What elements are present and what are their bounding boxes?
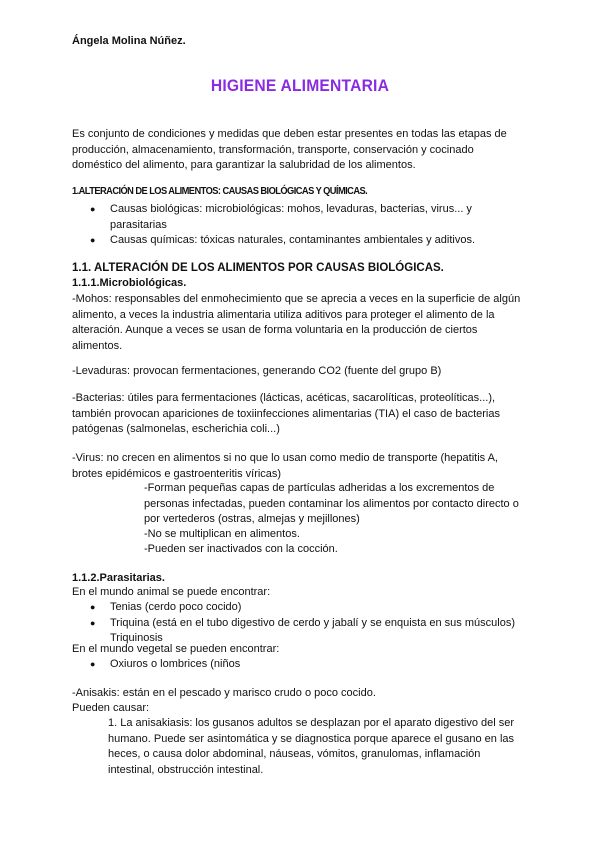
levaduras-paragraph: -Levaduras: provocan fermentaciones, generando CO2 (fuente del grupo B)	[72, 365, 442, 377]
document-title: HIGIENE ALIMENTARIA	[210, 76, 390, 95]
vegetal-list	[88, 657, 508, 673]
intro-paragraph: Es conjunto de condiciones y medidas que deben estar presentes en todas las etapas de producción, almacenamiento, transformación, transporte, conservación y cocinado doméstico del alimento, para garantizar la salubridad de los alimentos.	[72, 128, 507, 171]
list-item: ● Causas químicas: tóxicas naturales, contaminantes ambientales y aditivos.	[88, 233, 508, 249]
section-heading-1-1-2: 1.1.2.Parasitarias.	[72, 572, 165, 584]
section-heading-1: 1.ALTERACIÓN DE LOS ALIMENTOS: CAUSAS BIOLÓGICAS Y QUÍMICAS.	[72, 186, 368, 197]
section-heading-1-1-1: 1.1.1.Microbiológicas.	[72, 277, 187, 289]
virus-detail-1: -Forman pequeñas capas de partículas adheridas a los excrementos de personas infectadas, pueden contaminar los alimentos por contacto directo o por vertederos (ostras, almejas y mejillones)	[144, 482, 519, 525]
author-name: Ángela Molina Núñez.	[72, 35, 186, 47]
mohos-paragraph: -Mohos: responsables del enmohecimiento que se aprecia a veces en la superficie de algún alimento, a veces la industria alimentaria utiliza aditivos para proteger el alimento de la alteración. Aunque a veces se usan de forma voluntaria en la producción de ciertos alimentos.	[72, 293, 521, 352]
animal-list	[88, 600, 528, 647]
virus-detail-3: -Pueden ser inactivados con la cocción.	[144, 543, 338, 555]
bacterias-paragraph: -Bacterias: útiles para fermentaciones (lácticas, acéticas, sacarolíticas, proteolíticas...), también provocan apariciones de toxiinfecciones alimentarias (TIA) el caso de bacterias patógenas (salmonelas, escherichia coli...)	[72, 392, 500, 435]
anisakiasis-item: 1. La anisakiasis: los gusanos adultos se desplazan por el aparato digestivo del ser humano. Puede ser asintomática y se diagnostica porque aparece el gusano en las heces, o causa dolor abdominal, náuseas, vómitos, granulomas, inflamación intestinal, obstrucción intestinal.	[108, 717, 515, 776]
list-item: ● Causas biológicas: microbiológicas: mohos, levaduras, bacterias, virus... y parasitarias	[88, 202, 508, 233]
virus-paragraph: -Virus: no crecen en alimentos si no que lo usan como medio de transporte (hepatitis A, brotes epidémicos e gastroenteritis víricas)	[72, 452, 498, 480]
causar-line: Pueden causar:	[72, 702, 150, 714]
virus-detail-2: -No se multiplican en alimentos.	[144, 528, 300, 540]
list-item: ● Triquina (está en el tubo digestivo de cerdo y jabalí y se enquista en sus músculos) Triquinosis	[88, 616, 528, 647]
list-item: ● Tenias (cerdo poco cocido)	[88, 600, 528, 616]
section-heading-1-1: 1.1. ALTERACIÓN DE LOS ALIMENTOS POR CAUSAS BIOLÓGICAS.	[72, 262, 444, 274]
causes-list	[88, 202, 508, 249]
vegetal-intro: En el mundo vegetal se pueden encontrar:	[72, 643, 280, 655]
animal-intro: En el mundo animal se puede encontrar:	[72, 586, 271, 598]
list-item: ● Oxiuros o lombrices (niños	[88, 657, 508, 673]
anisakis-paragraph: -Anisakis: están en el pescado y marisco crudo o poco cocido.	[72, 687, 376, 699]
